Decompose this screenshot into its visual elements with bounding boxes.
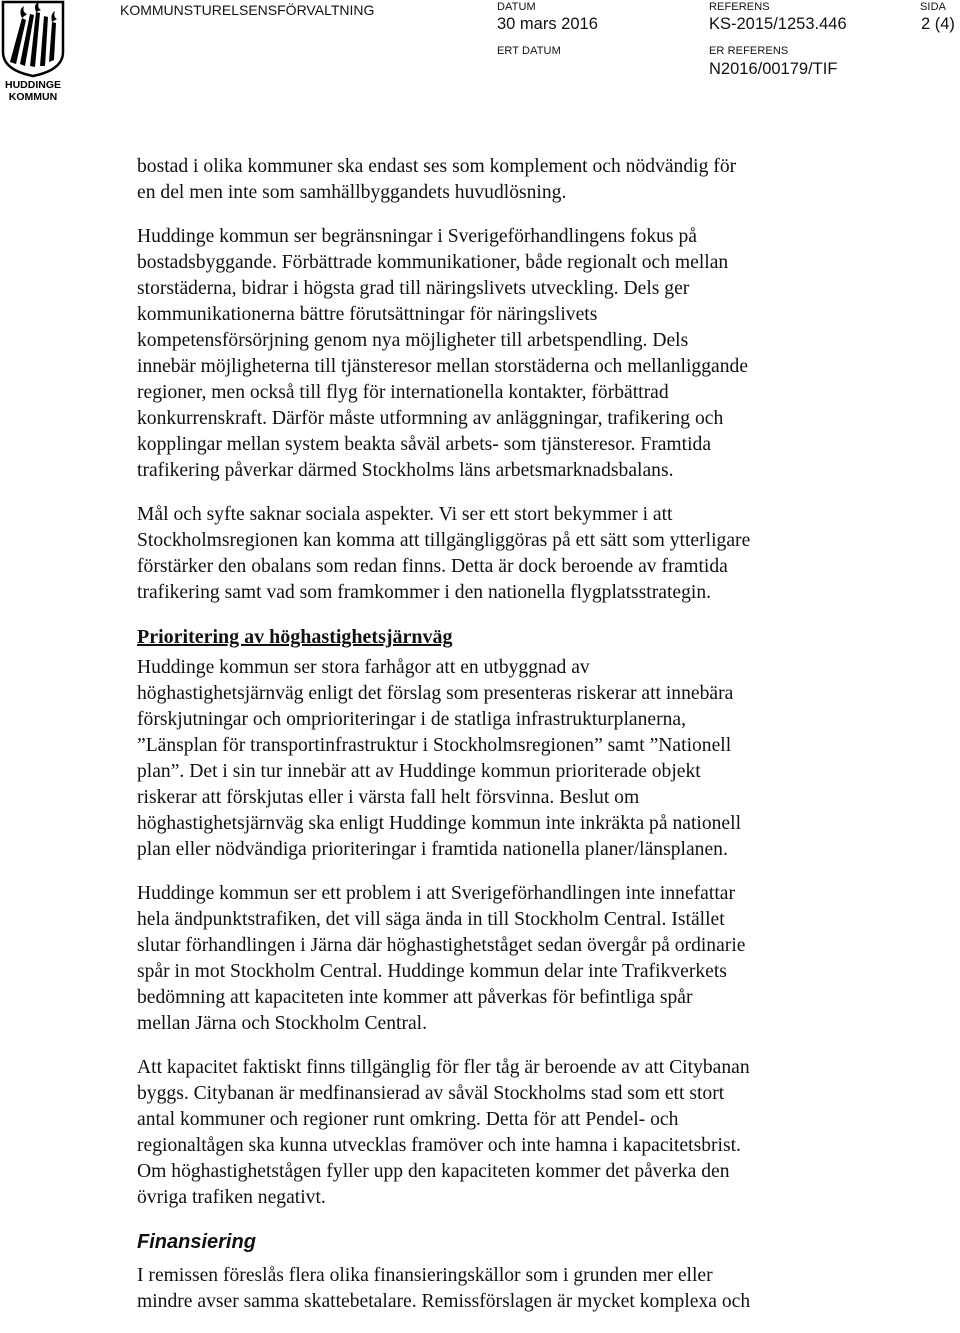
text-line: Huddinge kommun ser begränsningar i Sverigeförhandlingens fokus på [137, 226, 697, 247]
paragraph [137, 1263, 937, 1315]
paragraph [137, 224, 937, 484]
text-line: höghastighetsjärnväg ska enligt Huddinge kommun inte inkräkta på nationell [137, 813, 742, 834]
datum-label: DATUM [497, 1, 536, 13]
er-referens-label: ER REFERENS [709, 45, 789, 57]
text-line: förskjutningar och omprioriteringar i de statliga infrastrukturplanerna, [137, 709, 686, 730]
organization-name: KOMMUNSTURELSENSFÖRVALTNING [120, 2, 375, 18]
text-line: kommunikationerna bättre förutsättningar för näringslivets [137, 304, 598, 325]
text-line: Om höghastighetstågen fyller upp den kapaciteten kommer det påverka den [137, 1161, 730, 1182]
text-line: bostad i olika kommuner ska endast ses som komplement och nödvändig för [137, 156, 737, 177]
text-line: kopplingar mellan system beakta såväl arbets- som tjänsteresor. Framtida [137, 434, 712, 455]
datum-value: 30 mars 2016 [497, 15, 598, 33]
text-line: trafikering påverkar därmed Stockholms läns arbetsmarknadsbalans. [137, 460, 674, 481]
text-line: Att kapacitet faktiskt finns tillgänglig för fler tåg är beroende av att Citybanan [137, 1057, 750, 1078]
text-line: Huddinge kommun ser stora farhågor att en utbyggnad av [137, 657, 590, 678]
text-line: en del men inte som samhällbyggandets huvudlösning. [137, 182, 567, 203]
sida-value: 2 (4) [921, 15, 955, 33]
text-line: övriga trafiken negativt. [137, 1187, 326, 1208]
er-referens-value: N2016/00179/TIF [709, 60, 838, 78]
section-heading-prioritering: Prioritering av höghastighetsjärnväg [137, 626, 453, 648]
text-line: regionaltågen ska kunna utvecklas framöver och inte hamna i kapacitetsbrist. [137, 1135, 741, 1156]
logo-line1: HUDDINGE [4, 79, 61, 91]
referens-label: REFERENS [709, 1, 770, 13]
text-line: hela ändpunktstrafiken, det vill säga ända in till Stockholm Central. Istället [137, 909, 725, 930]
text-line: slutar förhandlingen i Järna där höghastighetståget sedan övergår på ordinarie [137, 935, 746, 956]
text-line: höghastighetsjärnväg enligt det förslag som presenteras riskerar att innebära [137, 683, 734, 704]
paragraph [137, 1055, 937, 1211]
coat-of-arms-icon [0, 0, 66, 78]
paragraph [137, 655, 937, 863]
text-line: bedömning att kapaciteten inte kommer att påverkas för befintliga spår [137, 987, 693, 1008]
text-line: riskerar att förskjutas eller i värsta fall helt försvinna. Beslut om [137, 787, 640, 808]
text-line: storstäderna, bidrar i högsta grad till näringslivets utveckling. Dels ger [137, 278, 690, 299]
text-line: Huddinge kommun ser ett problem i att Sverigeförhandlingen inte innefattar [137, 883, 735, 904]
text-line: ”Länsplan för transportinfrastruktur i Stockholmsregionen” samt ”Nationell [137, 735, 732, 756]
text-line: kompetensförsörjning genom nya möjligheter till arbetspendling. Dels [137, 330, 689, 351]
text-line: mellan Järna och Stockholm Central. [137, 1013, 428, 1034]
section-heading-finansiering: Finansiering [137, 1231, 256, 1253]
logo-line2: KOMMUN [8, 91, 58, 103]
text-line: trafikering samt vad som framkommer i den nationella flygplatsstrategin. [137, 582, 712, 603]
text-line: I remissen föreslås flera olika finansieringskällor som i grunden mer eller [137, 1265, 713, 1286]
text-line: plan eller nödvändiga prioriteringar i framtida nationella planer/länsplanen. [137, 839, 728, 860]
huddinge-logo [0, 0, 66, 104]
text-line: konkurrenskraft. Därför måste utformning av anläggningar, trafikering och [137, 408, 724, 429]
text-line: förstärker den obalans som redan finns. Detta är dock beroende av framtida [137, 556, 728, 577]
text-line: antal kommuner och regioner runt omkring. Detta för att Pendel- och [137, 1109, 679, 1130]
text-line: mindre avser samma skattebetalare. Remissförslagen är mycket komplexa och [137, 1291, 751, 1312]
sida-label: SIDA [920, 1, 947, 13]
text-line: byggs. Citybanan är medfinansierad av såväl Stockholms stad som ett stort [137, 1083, 725, 1104]
text-line: Mål och syfte saknar sociala aspekter. Vi ser ett stort bekymmer i att [137, 504, 673, 525]
text-line: bostadsbyggande. Förbättrade kommunikationer, både regionalt och mellan [137, 252, 729, 273]
text-line: regioner, men också till flyg för internationella kontakter, förbättrad [137, 382, 669, 403]
text-line: Stockholmsregionen kan komma att tillgängliggöras på ett sätt som ytterligare [137, 530, 751, 551]
paragraph [137, 881, 937, 1037]
text-line: innebär möjligheterna till tjänsteresor mellan storstäderna och mellanliggande [137, 356, 749, 377]
referens-value: KS-2015/1253.446 [709, 15, 847, 33]
ert-datum-label: ERT DATUM [497, 45, 561, 57]
paragraph [137, 502, 937, 606]
paragraph [137, 154, 937, 206]
text-line: spår in mot Stockholm Central. Huddinge kommun delar inte Trafikverkets [137, 961, 727, 982]
document-body [137, 154, 937, 1333]
text-line: plan”. Det i sin tur innebär att av Huddinge kommun prioriterade objekt [137, 761, 701, 782]
